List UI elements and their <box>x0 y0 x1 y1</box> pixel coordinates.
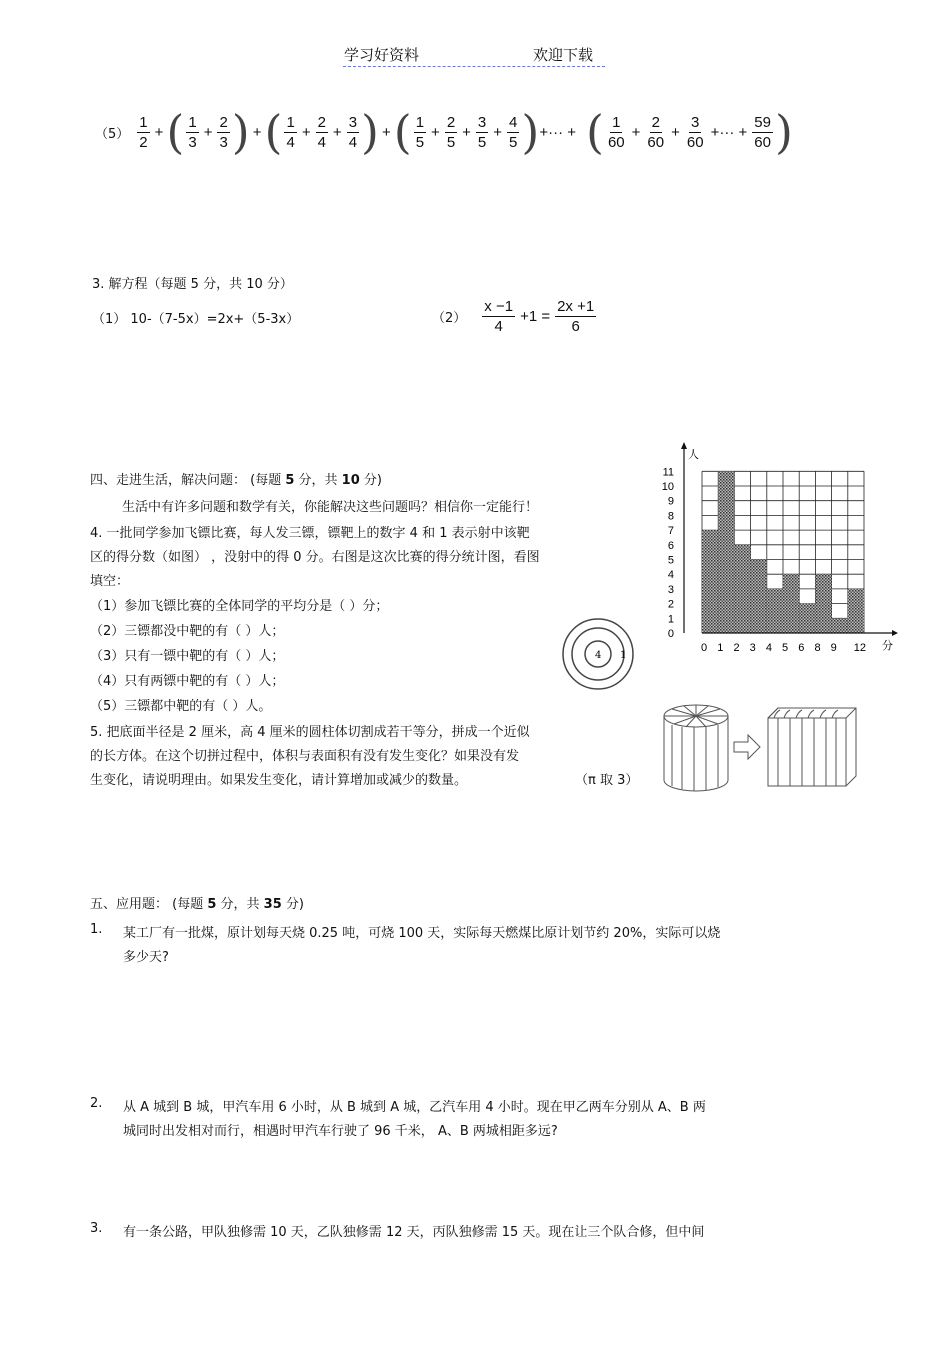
y-axis-label: 人 <box>688 448 699 461</box>
blank-5: （5）三镖都中靶的有（ ）人。 <box>90 699 272 714</box>
y-tick-label: 9 <box>667 495 674 508</box>
q5-line3: 生变化，请说明理由。如果发生变化，请计算增加或减少的数量。 <box>90 773 468 788</box>
blank-1: （1）参加飞镖比赛的全体同学的平均分是（ ）分； <box>90 599 389 614</box>
fraction: $\frac{1}{2}$ <box>139 113 148 151</box>
y-tick-label: 6 <box>667 539 674 552</box>
problem5-label: （5） <box>95 126 130 142</box>
q2-line1: 从 A 城到 B 城，甲汽车用 6 小时，从 B 城到 A 城，乙汽车用 4 小时。现在甲乙两车分别从 A、B 两 <box>123 1100 706 1115</box>
plus-sign: + <box>462 123 471 141</box>
chart-bar <box>734 545 750 633</box>
y-tick-label: 3 <box>667 583 674 596</box>
x-axis-arrow <box>892 630 898 636</box>
paren-close: ) <box>521 105 540 159</box>
header-underline <box>343 66 605 67</box>
y-tick-label: 11 <box>662 466 674 479</box>
x-tick-label: 6 <box>798 642 805 654</box>
equation-1: （1） 10-（7-5x）=2x+（5-3x） <box>92 312 300 327</box>
ellipsis: +··· + <box>539 123 577 141</box>
y-tick-label: 7 <box>667 525 674 538</box>
q4-line3: 填空： <box>90 574 130 589</box>
plus-sign: + <box>493 123 503 141</box>
fraction: $\frac{59}{60}$ <box>754 113 771 151</box>
fraction: $\frac{1}{4}$ <box>286 113 295 151</box>
q5-line2: 的长方体。在这个切拼过程中，体积与表面积有没有发生变化？如果没有发 <box>90 749 520 764</box>
fraction: $\frac{2}{4}$ <box>317 113 326 151</box>
q4-line2: 区的得分数（如图） ，没射中的得 0 分。右图是这次比赛的得分统计图，看图 <box>90 550 540 565</box>
fraction: $\frac{2}{60}$ <box>647 113 665 151</box>
q1-line2: 多少天? <box>123 950 169 965</box>
q3-line1: 有一条公路，甲队独修需 10 天，乙队独修需 12 天，丙队独修需 15 天。现在让三个队合修，但中间 <box>123 1225 705 1240</box>
plus-sign: + <box>671 123 680 141</box>
blank-4: （4）只有两镖中靶的有（ ）人； <box>90 674 285 689</box>
header-left: 学习好资料 <box>344 46 420 64</box>
paren-open: ( <box>586 105 604 159</box>
section3-title: 3. 解方程（每题 5 分，共 10 分） <box>92 277 293 292</box>
plus-sign: + <box>203 123 213 141</box>
cylinder-figure <box>660 700 860 795</box>
fraction: $\frac{3}{60}$ <box>686 113 704 151</box>
equation-2-label: （2） <box>432 311 467 326</box>
plus-sign: + <box>301 123 311 141</box>
plus-sign: + <box>631 123 641 141</box>
section5-title: 五、应用题： (每题 5 分，共 35 分) <box>90 897 304 912</box>
cuboid-icon <box>768 708 856 786</box>
fraction: $\frac{2x +1}{6}$ <box>557 298 595 335</box>
blank-2: （2）三镖都没中靶的有（ ）人； <box>90 624 285 639</box>
chart-bar <box>751 560 767 634</box>
dartboard-figure <box>560 614 640 694</box>
plus-sign: + <box>381 123 391 141</box>
chart-bar <box>832 618 848 633</box>
paren-open: ( <box>393 105 412 159</box>
q3-number: 3. <box>90 1221 103 1236</box>
paren-open: ( <box>264 105 283 159</box>
plus-sign: + <box>154 123 164 141</box>
y-axis-arrow <box>681 442 687 449</box>
plus-sign: + <box>332 123 342 141</box>
fraction: $\frac{1}{5}$ <box>415 113 425 151</box>
fraction: $\frac{4}{5}$ <box>509 113 518 151</box>
x-tick-label: 12 <box>853 642 867 654</box>
paren-close: ) <box>774 105 793 159</box>
x-tick-label: 1 <box>717 642 724 654</box>
y-tick-label: 0 <box>667 628 674 640</box>
blank-3: （3）只有一镖中靶的有（ ）人； <box>90 649 285 664</box>
x-tick-label: 0 <box>701 642 708 654</box>
section4-intro: 生活中有许多问题和数学有关，你能解决这些问题吗？相信你一定能行！ <box>122 500 539 515</box>
x-axis-label: 分 <box>882 639 893 652</box>
fraction: $\frac{2}{3}$ <box>219 113 228 151</box>
chart-bar <box>799 604 815 633</box>
plus-sign: + <box>431 123 440 141</box>
chart-bar <box>702 530 718 633</box>
plus-sign: + <box>252 123 262 141</box>
problem5-expression <box>95 105 793 159</box>
y-tick-label: 10 <box>661 481 674 493</box>
section4-title: 四、走进生活，解决问题： (每题 5 分，共 10 分) <box>90 473 382 488</box>
chart-bar <box>718 471 734 633</box>
x-tick-label: 8 <box>814 642 821 654</box>
paren-close: ) <box>231 105 250 159</box>
chart-bar <box>767 589 783 633</box>
fraction: $\frac{1}{3}$ <box>188 113 197 151</box>
q1-line1: 某工厂有一批煤，原计划每天烧 0.25 吨，可烧 100 天，实际每天燃煤比原计划节约 20%，实际可以烧 <box>123 926 721 941</box>
fraction: $\frac{3}{5}$ <box>477 113 487 151</box>
y-tick-label: 2 <box>667 598 674 611</box>
q5-pi-note: （π 取 3） <box>575 773 639 788</box>
paren-open: ( <box>166 105 185 159</box>
q2-number: 2. <box>90 1096 103 1111</box>
x-tick-label: 2 <box>733 642 740 654</box>
y-tick-label: 1 <box>667 613 674 626</box>
y-tick-label: 4 <box>667 569 674 582</box>
dartboard-outer-score: 1 <box>620 650 627 661</box>
fraction: $\frac{1}{60}$ <box>607 113 625 151</box>
chart-bar <box>848 589 864 633</box>
chart-bar <box>783 574 799 633</box>
x-tick-label: 5 <box>782 642 789 654</box>
ellipsis: +··· + <box>710 123 748 141</box>
fraction: $\frac{3}{4}$ <box>348 113 358 151</box>
chart-bar <box>815 574 831 633</box>
dartboard-inner-score: 4 <box>595 650 602 661</box>
equation-2 <box>432 297 598 336</box>
paren-close: ) <box>361 105 379 159</box>
fraction: $\frac{x -1}{4}$ <box>484 298 514 335</box>
score-bar-chart <box>660 440 893 660</box>
y-tick-label: 8 <box>667 510 674 523</box>
q5-line1: 5. 把底面半径是 2 厘米，高 4 厘米的圆柱体切割成若干等分，拼成一个近似 <box>90 725 530 740</box>
x-tick-label: 4 <box>765 642 772 654</box>
y-tick-label: 5 <box>667 554 674 567</box>
header-right: 欢迎下载 <box>533 46 594 64</box>
x-tick-label: 3 <box>749 642 756 654</box>
q1-number: 1. <box>90 922 103 937</box>
equation-mid: +1 = <box>520 308 551 325</box>
cylinder-icon <box>664 705 728 791</box>
arrow-right-icon <box>734 735 760 759</box>
q2-line2: 城同时出发相对而行，相遇时甲汽车行驶了 96 千米， A、B 两城相距多远? <box>123 1124 558 1139</box>
fraction: $\frac{2}{5}$ <box>446 113 456 151</box>
x-tick-label: 9 <box>830 642 837 654</box>
q4-line1: 4. 一批同学参加飞镖比赛，每人发三镖，镖靶上的数字 4 和 1 表示射中该靶 <box>90 526 530 541</box>
